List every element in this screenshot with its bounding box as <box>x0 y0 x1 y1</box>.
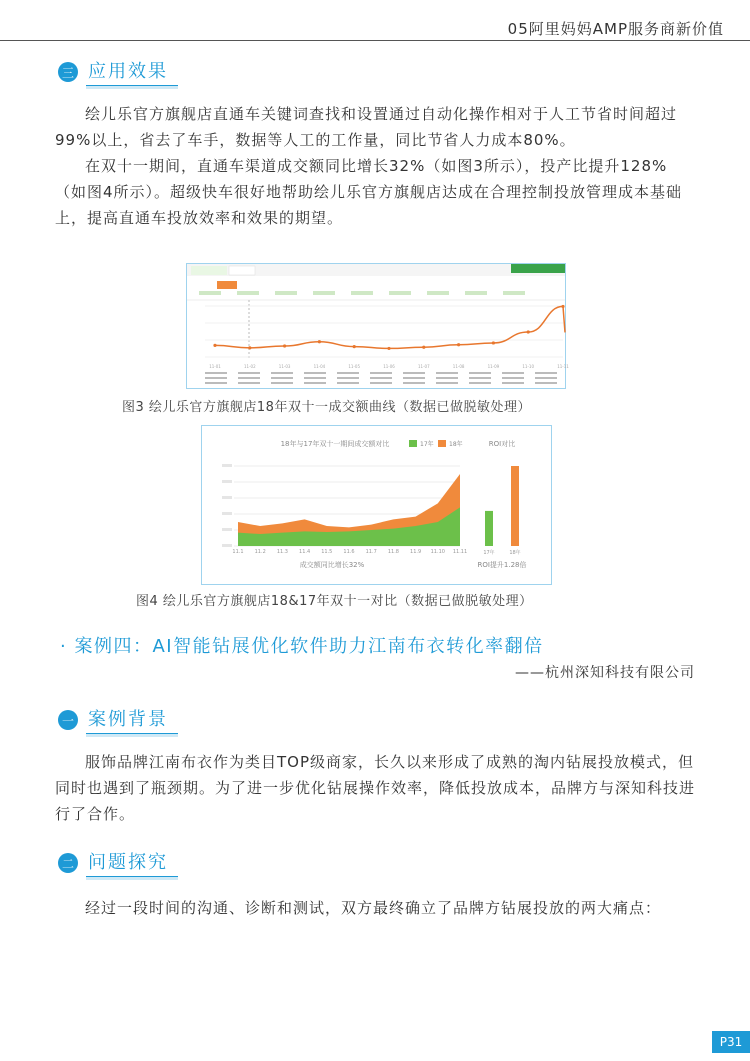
y-tick-placeholder <box>222 512 232 515</box>
y-tick-placeholder <box>222 544 232 547</box>
legend-item-placeholder <box>403 382 425 384</box>
data-point <box>387 347 390 350</box>
kpi-value-placeholder <box>237 291 259 295</box>
x-tick-label: 11-10 <box>522 364 535 369</box>
kpi-value-placeholder <box>351 291 373 295</box>
effect-paragraph-1: 绘儿乐官方旗舰店直通车关键词查找和设置通过自动化操作相对于人工节省时间超过99%以上，省去了车手，数据等人工的工作量，同比节省人力成本80%。 <box>55 105 678 149</box>
y-tick-placeholder <box>222 496 232 499</box>
legend-item-placeholder <box>502 382 524 384</box>
section-number: 三 <box>58 62 78 82</box>
legend-item-placeholder <box>271 382 293 384</box>
effect-paragraph-2: 在双十一期间，直通车渠道成交额同比增长32%（如图3所示），投产比提升128%（如图4所示）。超级快车很好地帮助绘儿乐官方旗舰店达成在合理控制投放管理成本基础上，提高直通车投放效率和效果的期望。 <box>55 157 683 227</box>
kpi-value-placeholder <box>199 291 221 295</box>
legend-item-placeholder <box>238 377 260 379</box>
section-title: 应用效果 <box>86 57 178 87</box>
case4-title: · 案例四：AI智能钻展优化软件助力江南布衣转化率翻倍 <box>60 636 544 657</box>
legend-label-18: 18年 <box>449 441 463 448</box>
x-tick-label: 11-06 <box>383 364 395 369</box>
legend-item-placeholder <box>238 382 260 384</box>
header-rule <box>0 40 750 41</box>
legend-item-placeholder <box>337 382 359 384</box>
x-tick-label: 11-07 <box>417 364 430 369</box>
x-tick-label: 11-11 <box>557 364 569 369</box>
figure4-area-note: 成交额同比增长32% <box>299 561 365 569</box>
header-title: 05阿里妈妈AMP服务商新价值 <box>507 20 724 38</box>
section-heading-effect <box>58 57 178 87</box>
x-tick-label: 11.4 <box>299 549 311 555</box>
roi-bar <box>511 466 519 546</box>
section-title: 问题探究 <box>86 848 178 878</box>
figure4-caption: 图4 绘儿乐官方旗舰店18&17年双十一对比（数据已做脱敏处理） <box>136 594 533 609</box>
legend-label-17: 17年 <box>420 441 434 448</box>
legend-item-placeholder <box>436 377 458 379</box>
legend-item-placeholder <box>535 372 557 374</box>
legend-item-placeholder <box>337 372 359 374</box>
section-number: 一 <box>58 710 78 730</box>
kpi-value-placeholder <box>313 291 335 295</box>
figure3-svg <box>187 264 569 388</box>
data-point <box>213 344 216 347</box>
figure4-roi-note: ROI提升1.28倍 <box>477 561 527 569</box>
legend-item-placeholder <box>304 382 326 384</box>
data-point <box>527 330 530 333</box>
data-point <box>283 344 286 347</box>
roi-bar-label: 17年 <box>483 550 495 556</box>
data-point <box>492 341 495 344</box>
legend-item-placeholder <box>502 377 524 379</box>
problem-paragraph: 经过一段时间的沟通、诊断和测试，双方最终确立了品牌方钻展投放的两大痛点： <box>85 899 662 917</box>
kpi-highlight <box>217 281 237 289</box>
figure3-dashboard <box>186 263 569 389</box>
legend-item-placeholder <box>271 372 293 374</box>
legend-item-placeholder <box>337 377 359 379</box>
roi-bar <box>485 511 493 546</box>
legend-swatch-17 <box>409 440 417 447</box>
legend-item-placeholder <box>502 372 524 374</box>
y-tick-placeholder <box>222 480 232 483</box>
legend-item-placeholder <box>436 372 458 374</box>
data-point <box>353 345 356 348</box>
kpi-value-placeholder <box>389 291 411 295</box>
figure4-legend <box>409 440 463 448</box>
y-tick-placeholder <box>222 528 232 531</box>
figure4-svg <box>202 426 551 584</box>
legend-item-placeholder <box>304 377 326 379</box>
case4-company: ——杭州深知科技有限公司 <box>515 665 695 681</box>
problem-body <box>55 895 695 921</box>
page-number: P31 <box>712 1031 750 1053</box>
x-tick-label: 11.11 <box>452 549 468 555</box>
figure3-series-line <box>215 306 565 348</box>
section-heading-background <box>58 705 178 735</box>
x-tick-label: 11-09 <box>487 364 500 369</box>
data-point <box>422 346 425 349</box>
y-tick-placeholder <box>222 464 232 467</box>
background-body <box>55 749 695 827</box>
legend-item-placeholder <box>304 372 326 374</box>
data-point <box>318 340 321 343</box>
kpi-value-placeholder <box>503 291 525 295</box>
kpi-value-placeholder <box>465 291 487 295</box>
legend-item-placeholder <box>205 377 227 379</box>
x-tick-label: 11.1 <box>232 549 244 555</box>
x-tick-label: 11.8 <box>387 549 399 555</box>
data-point <box>561 305 564 308</box>
legend-item-placeholder <box>469 372 491 374</box>
x-tick-label: 11.9 <box>410 549 422 555</box>
x-tick-label: 11.3 <box>276 549 288 555</box>
x-tick-label: 11.10 <box>430 549 445 555</box>
legend-item-placeholder <box>469 382 491 384</box>
effect-body <box>55 101 695 231</box>
legend-item-placeholder <box>205 382 227 384</box>
background-paragraph: 服饰品牌江南布衣作为类目TOP级商家，长久以来形成了成熟的淘内钻展投放模式，但同时也遇到了瓶颈期。为了进一步优化钻展操作效率，降低投放成本，品牌方与深知科技进行了合作。 <box>55 753 696 823</box>
kpi-value-placeholder <box>427 291 449 295</box>
legend-item-placeholder <box>535 377 557 379</box>
date-badge <box>511 264 565 273</box>
figure4-area-title: 18年与17年双十一期间成交额对比 <box>280 440 390 448</box>
dashboard-tab-1 <box>191 266 227 275</box>
legend-item-placeholder <box>370 377 392 379</box>
figure3-caption: 图3 绘儿乐官方旗舰店18年双十一成交额曲线（数据已做脱敏处理） <box>122 400 531 415</box>
section-title: 案例背景 <box>86 705 178 735</box>
figure4-panel <box>201 425 552 585</box>
legend-item-placeholder <box>205 372 227 374</box>
x-tick-label: 11-05 <box>348 364 361 369</box>
x-tick-label: 11-02 <box>243 364 256 369</box>
legend-item-placeholder <box>403 372 425 374</box>
x-tick-label: 11-08 <box>452 364 465 369</box>
legend-swatch-18 <box>438 440 446 447</box>
x-tick-label: 11.5 <box>321 549 333 555</box>
x-tick-label: 11-04 <box>313 364 326 369</box>
x-tick-label: 11-03 <box>278 364 291 369</box>
data-point <box>457 343 460 346</box>
legend-item-placeholder <box>370 382 392 384</box>
roi-bar-label: 18年 <box>509 550 521 556</box>
legend-item-placeholder <box>469 377 491 379</box>
kpi-value-placeholder <box>275 291 297 295</box>
legend-item-placeholder <box>238 372 260 374</box>
legend-item-placeholder <box>436 382 458 384</box>
section-heading-problem <box>58 848 178 878</box>
figure4-roi-title: ROI对比 <box>488 440 516 448</box>
x-tick-label: 11-01 <box>209 364 221 369</box>
x-tick-label: 11.2 <box>254 549 266 555</box>
section-number: 二 <box>58 853 78 873</box>
legend-item-placeholder <box>271 377 293 379</box>
legend-item-placeholder <box>403 377 425 379</box>
legend-item-placeholder <box>535 382 557 384</box>
data-point <box>248 346 251 349</box>
dashboard-tab-2 <box>229 266 255 275</box>
legend-item-placeholder <box>370 372 392 374</box>
x-tick-label: 11.6 <box>343 549 355 555</box>
x-tick-label: 11.7 <box>365 549 377 555</box>
